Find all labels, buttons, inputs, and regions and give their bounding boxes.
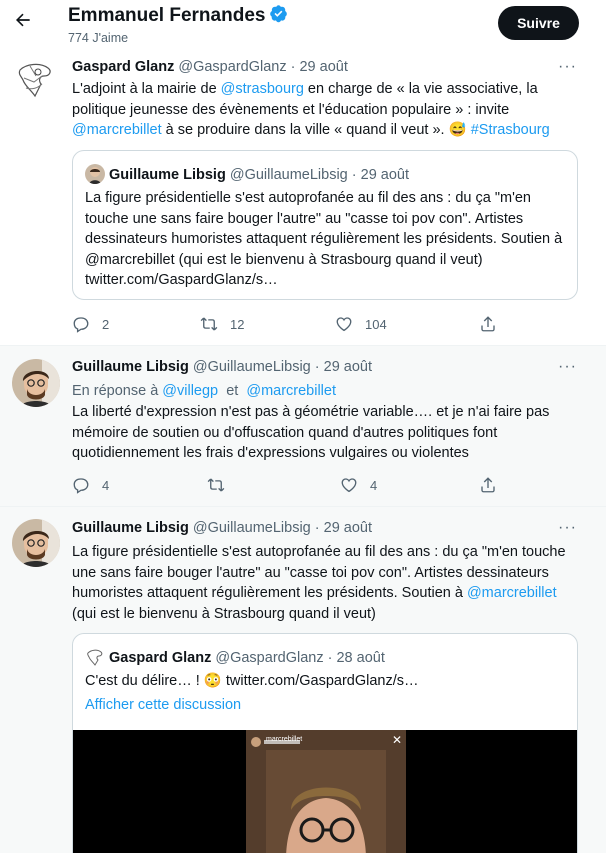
retweet-button[interactable] <box>207 475 225 495</box>
author-name[interactable]: Guillaume Libsig <box>72 520 189 536</box>
share-icon <box>479 476 497 494</box>
author-name[interactable]: Gaspard Glanz <box>72 59 175 75</box>
share-button[interactable] <box>479 475 497 495</box>
likes-count: 774 J'aime <box>68 31 129 45</box>
back-arrow-icon[interactable] <box>10 10 36 36</box>
author-handle[interactable]: @GaspardGlanz · 29 août <box>178 59 348 75</box>
quoted-tweet[interactable] <box>72 633 578 853</box>
mention-link[interactable]: @strasbourg <box>220 81 304 97</box>
like-button[interactable] <box>340 475 377 495</box>
follow-button[interactable]: Suivre <box>498 6 579 40</box>
quoted-author-name: Gaspard Glanz <box>109 650 212 666</box>
reply-prefix: En réponse à <box>72 383 163 399</box>
text-segment: La figure présidentielle s'est autoprofanée au fil des ans : du ça "m'en touche une sans faire bouger l'autre" au "casse toi pov con". Artistes dessinateurs humoristes attaquent régulièrement les présidents. Soutien à <box>72 544 566 601</box>
author-handle[interactable]: @GuillaumeLibsig · 29 août <box>192 520 373 536</box>
avatar[interactable] <box>12 519 60 567</box>
reply-separator: et <box>226 383 239 399</box>
quoted-author-name: Guillaume Libsig <box>109 167 226 183</box>
video-handle: marcrebillet <box>266 736 303 743</box>
video-player[interactable] <box>73 730 578 853</box>
reply-button[interactable] <box>72 475 109 495</box>
text-segment: (qui est le bienvenu à Strasbourg quand il veut) <box>72 605 376 622</box>
author-handle[interactable]: @GuillaumeLibsig · 29 août <box>192 359 373 375</box>
reply-count: 2 <box>102 316 110 332</box>
heart-icon <box>335 315 353 333</box>
more-icon[interactable]: ··· <box>558 519 577 536</box>
reply-to-link[interactable]: @villegp <box>162 383 219 399</box>
close-icon: ✕ <box>392 733 403 747</box>
hashtag-link[interactable]: #Strasbourg <box>470 122 550 138</box>
mention-link[interactable]: @marcrebillet <box>72 122 162 138</box>
reply-button[interactable] <box>72 314 109 334</box>
profile-header <box>0 0 606 52</box>
quoted-author-handle: @GaspardGlanz · 28 août <box>215 650 385 666</box>
more-icon[interactable]: ··· <box>558 358 577 375</box>
quoted-tweet-meta <box>85 647 385 667</box>
text-segment: à se produire dans la ville « quand il veut ». 😅 <box>161 122 471 138</box>
tweet[interactable] <box>0 52 606 345</box>
tweet-actions <box>72 314 512 334</box>
quoted-avatar <box>85 164 105 184</box>
verified-badge-icon <box>269 4 288 29</box>
retweet-count: 12 <box>230 316 245 332</box>
tweet[interactable] <box>0 506 606 853</box>
quoted-tweet-text: La figure présidentielle s'est autoprofanée au fil des ans : du ça "m'en touche une sans faire bouger l'autre" au "casse toi pov con". Artistes dessinateurs humoristes attaquent régulièrement les présidents. Soutien à @marcrebillet (qui est le bienvenu à Strasbourg quand il veut) twitter.com/GaspardGlanz/s… <box>85 190 563 288</box>
tweet-meta <box>72 59 348 75</box>
text-segment: L'adjoint à la mairie de <box>72 81 221 97</box>
reply-icon <box>72 315 90 333</box>
retweet-icon <box>207 476 225 494</box>
tweet-actions <box>72 475 512 495</box>
quoted-tweet[interactable] <box>72 150 578 300</box>
profile-name <box>68 4 288 29</box>
text-segment: en charge de « la vie associative, la politique jeunesse des évènements et l'éducation populaire » : invite <box>72 81 538 118</box>
tweet-meta <box>72 359 372 375</box>
avatar[interactable] <box>12 359 60 407</box>
like-count: 4 <box>370 477 378 493</box>
reply-icon <box>72 476 90 494</box>
tweet[interactable] <box>0 345 606 506</box>
avatar[interactable] <box>12 58 60 106</box>
reply-context <box>72 381 582 402</box>
mention-link[interactable]: @marcrebillet <box>466 585 557 601</box>
author-name[interactable]: Guillaume Libsig <box>72 359 189 375</box>
tweet-text: La liberté d'expression n'est pas à géométrie variable…. et je n'ai faire pas mémoire de soutien ou d'offuscation quand d'autres politiques font quotidiennement les frais d'expressions vulgaires ou violentes <box>72 404 550 461</box>
like-button[interactable] <box>335 314 387 334</box>
share-button[interactable] <box>479 314 497 334</box>
quoted-tweet-text: C'est du délire… ! 😳 twitter.com/GaspardGlanz/s… <box>85 673 419 689</box>
tweet-meta <box>72 520 372 536</box>
video-frame <box>246 730 406 853</box>
more-icon[interactable]: ··· <box>558 58 577 75</box>
quoted-author-handle: @GuillaumeLibsig · 29 août <box>229 167 410 183</box>
reply-count: 4 <box>102 477 110 493</box>
show-thread-link[interactable]: Afficher cette discussion <box>85 697 242 713</box>
profile-name-text: Emmanuel Fernandes <box>68 5 266 26</box>
heart-icon <box>340 476 358 494</box>
like-count: 104 <box>365 316 387 332</box>
retweet-icon <box>200 315 218 333</box>
reply-to-link[interactable]: @marcrebillet <box>246 383 336 399</box>
quoted-avatar <box>85 647 105 667</box>
tweet-text <box>72 542 582 624</box>
retweet-button[interactable] <box>200 314 244 334</box>
quoted-tweet-meta <box>85 164 409 184</box>
share-icon <box>479 315 497 333</box>
tweet-text <box>72 79 582 141</box>
